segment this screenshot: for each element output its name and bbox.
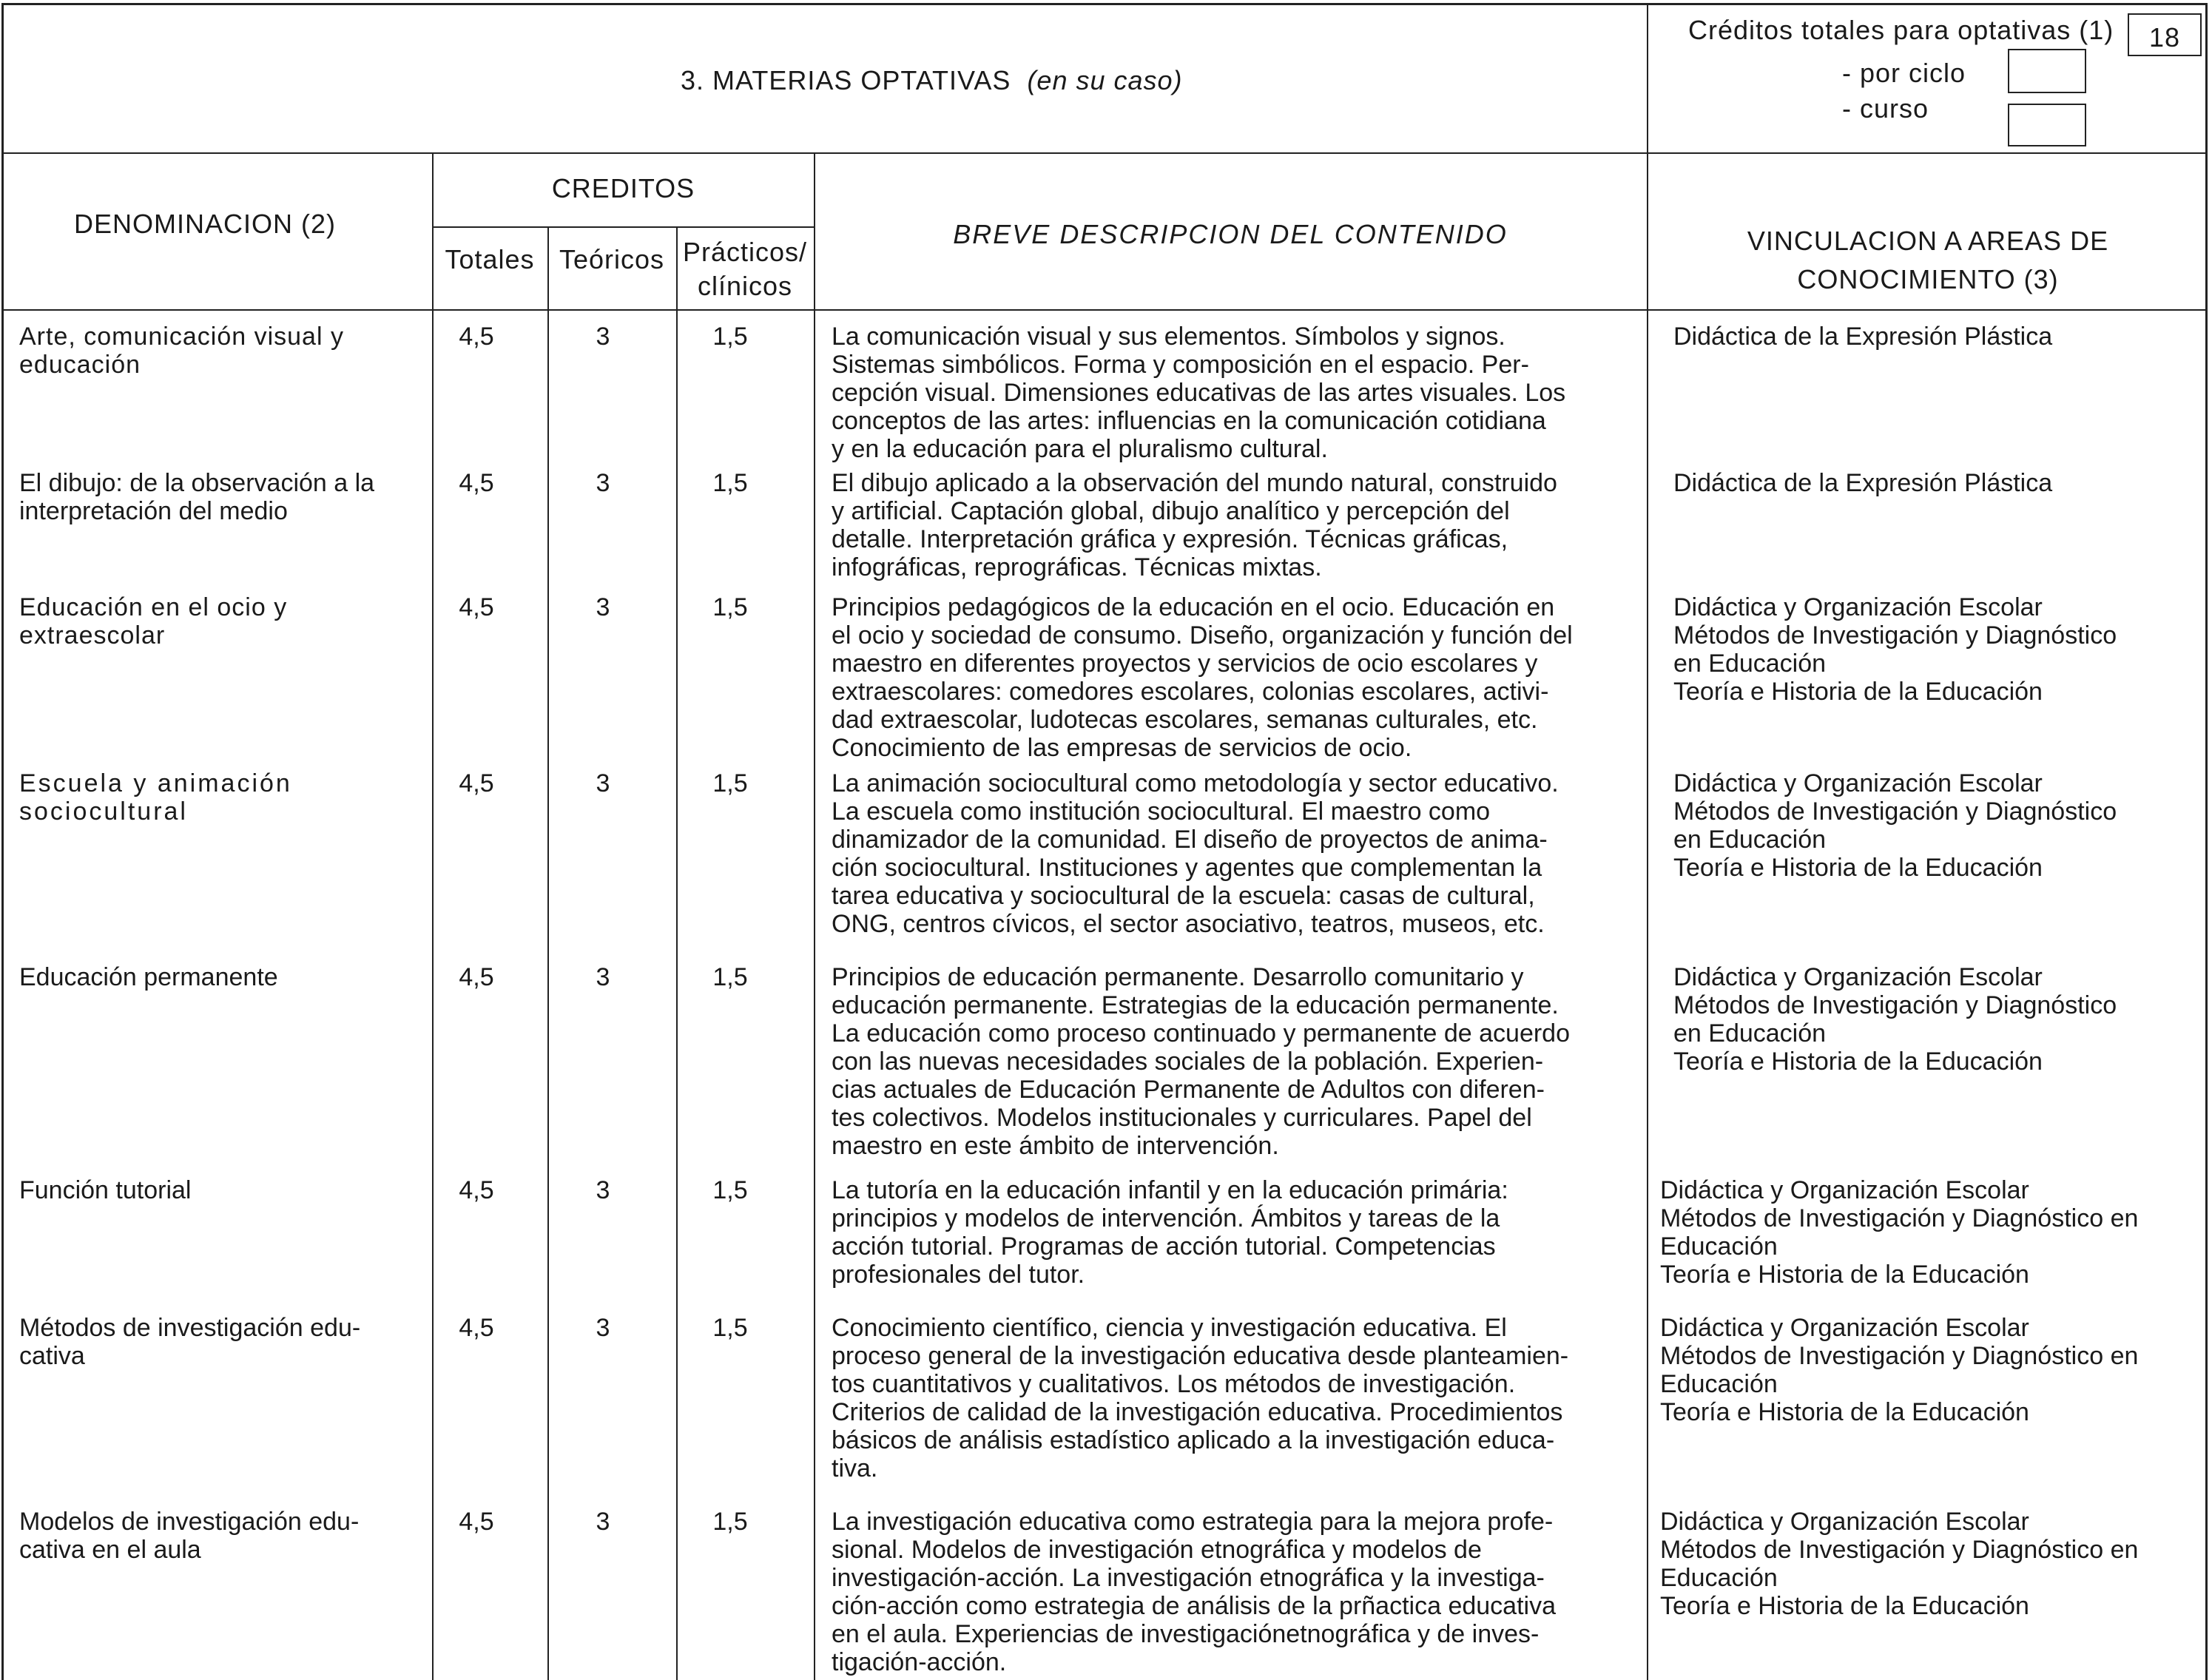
col-header-creditos: CREDITOS (551, 173, 695, 203)
row-name: Educación permanente (19, 963, 278, 991)
credits-optativas-box (2128, 13, 2202, 56)
row-totales: 4,5 (459, 1314, 494, 1342)
row-practicos: 1,5 (712, 593, 748, 621)
row-teoricos: 3 (596, 963, 610, 991)
curso-box (2008, 104, 2086, 146)
row-teoricos: 3 (596, 1314, 610, 1342)
row-name: Métodos de investigación edu- cativa (19, 1314, 361, 1370)
row-practicos: 1,5 (712, 1314, 748, 1342)
row-name: El dibujo: de la observación a la interpretación del medio (19, 469, 375, 525)
row-areas: Didáctica y Organización Escolar Métodos de Investigación y Diagnóstico en Educación Teoría e Historia de la Educación (1660, 1176, 2139, 1289)
creditos-subdivider (432, 226, 815, 228)
credits-optativas-label: Créditos totales para optativas (1) (1688, 15, 2114, 45)
por-ciclo-box (2008, 49, 2086, 93)
row-areas: Didáctica y Organización Escolar Métodos de Investigación y Diagnóstico en Educación Teoría e Historia de la Educación (1673, 963, 2117, 1076)
row-areas: Didáctica y Organización Escolar Métodos de Investigación y Diagnóstico en Educación Teoría e Historia de la Educación (1673, 593, 2117, 706)
row-totales: 4,5 (459, 323, 494, 351)
row-practicos: 1,5 (712, 469, 748, 497)
col-header-descripcion: BREVE DESCRIPCION DEL CONTENIDO (953, 219, 1508, 249)
row-description: Principios pedagógicos de la educación en el ocio. Educación en el ocio y sociedad de consumo. Diseño, organización y función del maestro en diferentes proyectos y servicios de ocio escolares y extraescolares: comedores escolares, colonias escolares, activi- dad extraescolar, ludotecas escolares, semanas culturales, etc. Conocimiento de las empresas de servicios de ocio. (832, 593, 1573, 762)
col-divider-name (432, 152, 434, 1680)
col-divider-totales (547, 226, 549, 1680)
row-practicos: 1,5 (712, 769, 748, 797)
row-teoricos: 3 (596, 1176, 610, 1204)
row-totales: 4,5 (459, 593, 494, 621)
row-areas: Didáctica de la Expresión Plástica (1673, 469, 2053, 497)
col-header-totales: Totales (445, 244, 535, 274)
row-teoricos: 3 (596, 593, 610, 621)
row-areas: Didáctica y Organización Escolar Métodos de Investigación y Diagnóstico en Educación Teoría e Historia de la Educación (1660, 1508, 2139, 1620)
row-name: Arte, comunicación visual y educación (19, 323, 344, 379)
row-name: Función tutorial (19, 1176, 192, 1204)
row-totales: 4,5 (459, 769, 494, 797)
row-practicos: 1,5 (712, 323, 748, 351)
section-title-text: 3. MATERIAS OPTATIVAS (681, 65, 1011, 95)
section-title (681, 65, 1183, 96)
row-description: La tutoría en la educación infantil y en la educación primária: principios y modelos de intervención. Ámbitos y tareas de la acción tutorial. Programas de acción tutorial. Competencias profesionales del tutor. (832, 1176, 1508, 1289)
row-practicos: 1,5 (712, 1508, 748, 1536)
row-totales: 4,5 (459, 1176, 494, 1204)
row-areas: Didáctica de la Expresión Plástica (1673, 323, 2053, 351)
row-areas: Didáctica y Organización Escolar Métodos de Investigación y Diagnóstico en Educación Teoría e Historia de la Educación (1673, 769, 2117, 882)
col-header-teoricos: Teóricos (559, 244, 665, 274)
row-totales: 4,5 (459, 1508, 494, 1536)
row-description: Principios de educación permanente. Desarrollo comunitario y educación permanente. Estrategias de la educación permanente. La educación como proceso continuado y permanente de acuerdo con las nuevas necesidades sociales de la población. Experien- cias actuales de Educación Permanente de Adultos con diferen- tes colectivos. Modelos institucionales y curriculares. Papel del maestro en este ámbito de intervención. (832, 963, 1571, 1160)
row-teoricos: 3 (596, 323, 610, 351)
row-areas: Didáctica y Organización Escolar Métodos de Investigación y Diagnóstico en Educación Teoría e Historia de la Educación (1660, 1314, 2139, 1426)
row-name: Educación en el ocio y extraescolar (19, 593, 288, 650)
row-totales: 4,5 (459, 963, 494, 991)
col-divider-practicos (814, 152, 815, 1680)
curso-label: - curso (1842, 93, 1929, 124)
row-practicos: 1,5 (712, 963, 748, 991)
row-name: Modelos de investigación edu- cativa en el aula (19, 1508, 360, 1564)
col-header-vinculacion: VINCULACION A AREAS DE CONOCIMIENTO (3) (1747, 226, 2109, 294)
row-description: La animación sociocultural como metodología y sector educativo. La escuela como institución sociocultural. El maestro como dinamizador de la comunidad. El diseño de proyectos de anima- ción sociocultural. Instituciones y agentes que complementan la tarea educativa y sociocultural de la escuela: casas de cultural, ONG, centros cívicos, el sector asociativo, teatros, museos, etc. (832, 769, 1559, 938)
section-title-suffix: (en su caso) (1027, 65, 1183, 95)
column-header-divider (1, 309, 2208, 311)
credits-optativas-value: 18 (2148, 22, 2181, 53)
row-description: La investigación educativa como estrategia para la mejora profe- sional. Modelos de investigación etnográfica y modelos de investigación-acción. La investigación etnográfica y la investiga- ción-acción como estrategia de análisis de la prñactica educativa en el aula. Experiencias de investigaciónetnográfica y de inves- tigación-acción. (832, 1508, 1556, 1676)
por-ciclo-label: - por ciclo (1842, 58, 1966, 88)
col-header-denominacion: DENOMINACION (2) (74, 209, 337, 239)
row-description: El dibujo aplicado a la observación del mundo natural, construido y artificial. Captación global, dibujo analítico y percepción del detalle. Interpretación gráfica y expresión. Técnicas gráficas, infográficas, reprográficas. Técnicas mixtas. (832, 469, 1557, 581)
col-header-practicos: Prácticos/ clínicos (682, 237, 808, 301)
row-teoricos: 3 (596, 1508, 610, 1536)
row-teoricos: 3 (596, 469, 610, 497)
header-divider (1, 152, 2208, 154)
row-name: Escuela y animación sociocultural (19, 769, 292, 826)
col-divider-teoricos (676, 226, 678, 1680)
row-practicos: 1,5 (712, 1176, 748, 1204)
row-totales: 4,5 (459, 469, 494, 497)
row-description: La comunicación visual y sus elementos. Símbolos y signos. Sistemas simbólicos. Forma y composición en el espacio. Per- cepción visual. Dimensiones educativas de las artes visuales. Los conceptos de las artes: influencias en la comunicación cotidiana y en la educación para el pluralismo cultural. (832, 323, 1566, 463)
row-description: Conocimiento científico, ciencia y investigación educativa. El proceso general de la investigación educativa desde planteamien- tos cuantitativos y cualitativos. Los métodos de investigación. Criterios de calidad de la investigación educativa. Procedimientos básicos de análisis estadístico aplicado a la investigación educa- tiva. (832, 1314, 1569, 1482)
row-teoricos: 3 (596, 769, 610, 797)
